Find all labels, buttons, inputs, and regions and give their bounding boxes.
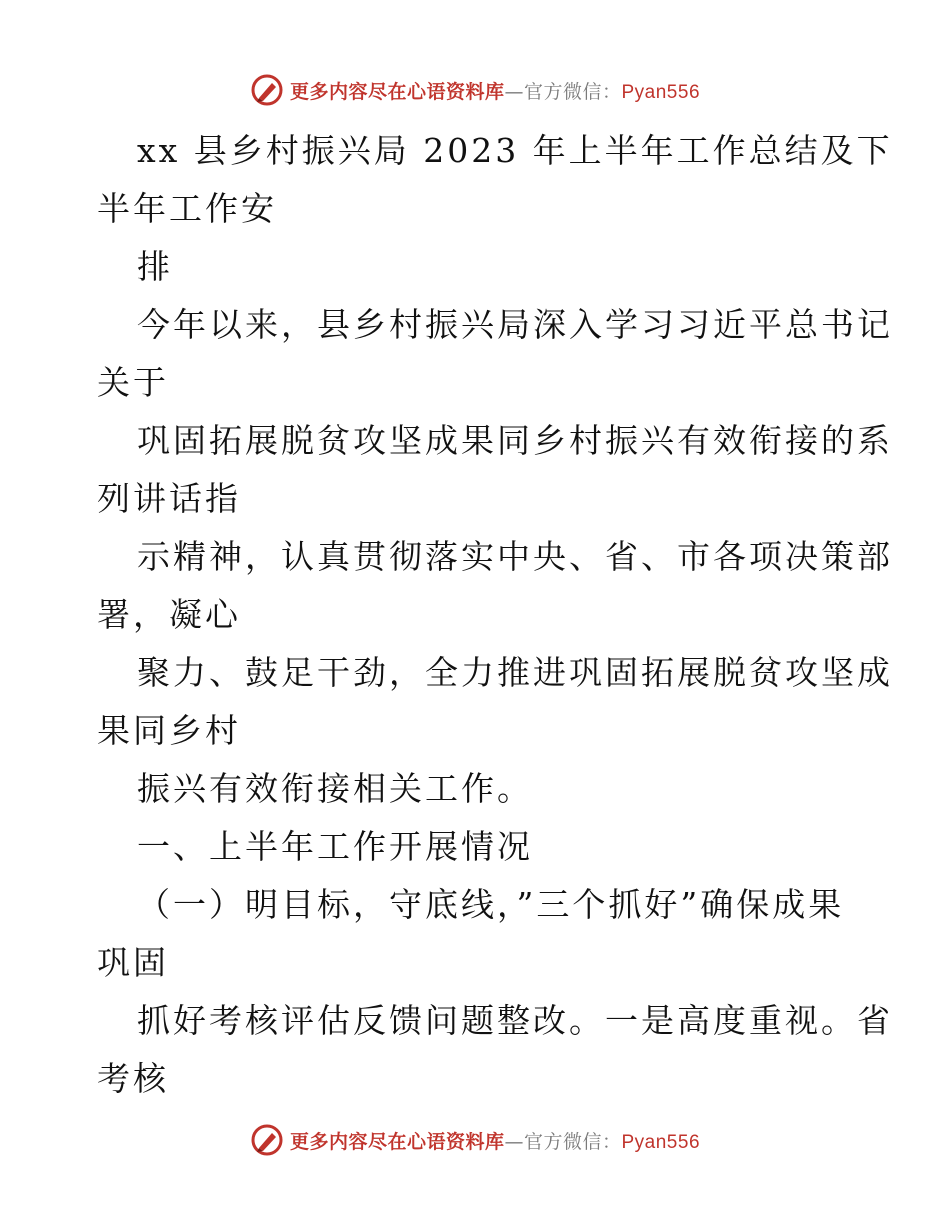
watermark-account: Pyan556 <box>621 1131 701 1153</box>
doc-line: 抓好考核评估反馈问题整改。一是高度重视。省 <box>137 1001 893 1040</box>
doc-line: 署，凝心 <box>97 595 241 634</box>
doc-line: 巩固 <box>97 943 169 982</box>
doc-line: 排 <box>137 247 173 286</box>
footer-watermark <box>0 1120 950 1160</box>
doc-line: 振兴有效衔接相关工作。 <box>137 769 533 808</box>
watermark-account: Pyan556 <box>621 81 701 103</box>
watermark-dash: — <box>504 80 524 103</box>
watermark-dash: — <box>504 1130 524 1153</box>
doc-line: 列讲话指 <box>97 479 241 518</box>
doc-line: 聚力、鼓足干劲，全力推进巩固拓展脱贫攻坚成 <box>137 653 893 692</box>
doc-line: 今年以来，县乡村振兴局深入学习习近平总书记 <box>137 305 893 344</box>
watermark-label: 官方微信： <box>523 80 622 103</box>
watermark-site: 更多内容尽在心语资料库 <box>289 1130 505 1153</box>
doc-line: 考核 <box>97 1059 169 1098</box>
watermark-site: 更多内容尽在心语资料库 <box>289 80 505 103</box>
doc-line: 示精神，认真贯彻落实中央、省、市各项决策部 <box>137 537 893 576</box>
pen-logo-icon <box>250 1123 284 1157</box>
doc-line: 巩固拓展脱贫攻坚成果同乡村振兴有效衔接的系 <box>137 421 893 460</box>
pen-logo-icon <box>250 73 284 107</box>
header-watermark <box>0 70 950 110</box>
doc-line: 一、上半年工作开展情况 <box>137 827 533 866</box>
doc-line: 半年工作安 <box>97 189 277 228</box>
watermark-label: 官方微信： <box>523 1130 622 1153</box>
doc-line: 果同乡村 <box>97 711 241 750</box>
doc-line: （一）明目标，守底线，”三个抓好”确保成果 <box>137 885 845 924</box>
doc-line: 关于 <box>97 363 169 402</box>
doc-line: xx 县乡村振兴局 2023 年上半年工作总结及下 <box>137 131 893 170</box>
document-body <box>97 122 893 1108</box>
